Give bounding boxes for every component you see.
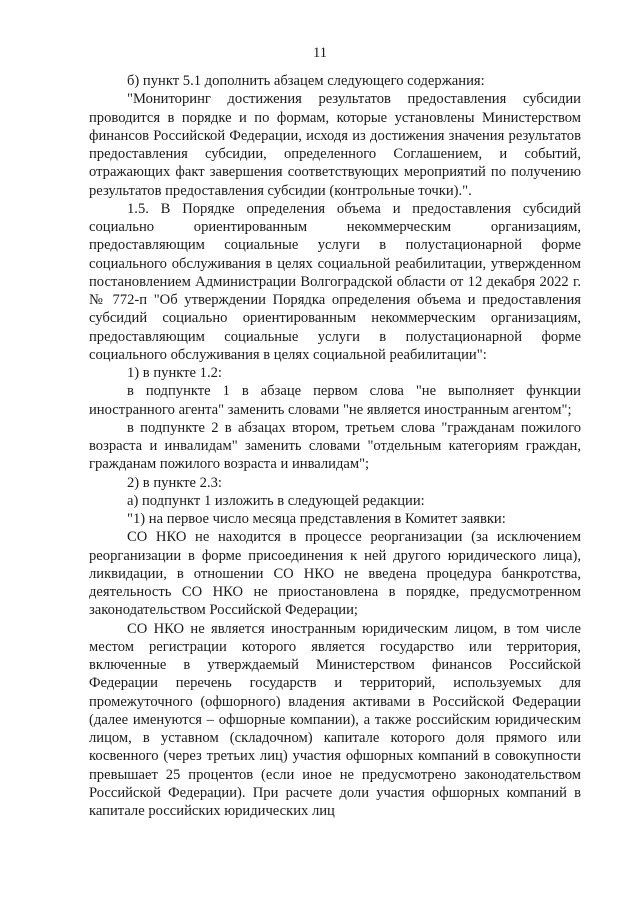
paragraph-item-1: 1) в пункте 1.2:	[127, 365, 222, 381]
paragraph-section-1-5: 1.5. В Порядке определения объема и предоставления субсидий социально ориентированным некоммерческим организациям, предоставляющим социальные услуги в полустационарной форме социального обслуживания в целях социальной реабилитации, утвержденном постановлением Администрации Волгоградской области от 12 декабря 2022 г. № 772-п "Об утверждении Порядка определения объема и предоставления субсидий социально ориентированным некоммерческим организациям, предоставляющим социальные услуги в полустационарной форме социального обслуживания в целях социальной реабилитации":	[89, 200, 581, 363]
paragraph-item-a: а) подпункт 1 изложить в следующей редакции:	[127, 492, 425, 509]
paragraph-foreign-entity: СО НКО не является иностранным юридическим лицом, в том числе местом регистрации которого является государство или территория, включенные в утверждаемый Министерством финансов Российской Федерации перечень государств и территорий, используемых для промежуточного (офшорного) владения активами в Российской Федерации (далее именуются – офшорные компании), а также российским юридическим лицом, в уставном (складочном) капитале которого доля прямого или косвенного (через третьих лиц) участия офшорных компаний в совокупности превышает 25 процентов (если иное не предусмотрено законодательством Российской Федерации). При расчете доли участия офшорных компаний в капитале российских юридических лиц	[89, 620, 581, 819]
paragraph-new-subitem-1: "1) на первое число месяца представления в Комитет заявки:	[127, 511, 506, 527]
paragraph-item-b: б) пункт 5.1 дополнить абзацем следующего содержания:	[127, 73, 485, 89]
document-body	[89, 72, 581, 820]
paragraph-reorganization: СО НКО не находится в процессе реорганизации (за исключением реорганизации в форме присоединения к ней другого юридического лица), ликвидации, в отношении СО НКО не введена процедура банкротства, деятельность СО НКО не приостановлена в порядке, предусмотренном законодательством Российской Федерации;	[89, 529, 581, 619]
paragraph-item-2: 2) в пункте 2.3:	[127, 474, 222, 491]
page-number: 11	[313, 45, 327, 61]
paragraph-subitem-2: в подпункте 2 в абзацах втором, третьем слова "гражданам пожилого возраста и инвалидам" заменить словами "отдельным категориям граждан, гражданам пожилого возраста и инвалидам";	[89, 419, 581, 473]
paragraph-monitoring-text: "Мониторинг достижения результатов предоставления субсидии проводится в порядке и по формам, которые установлены Министерством финансов Российской Федерации, исходя из достижения значения результатов предоставления субсидии, определенного Соглашением, и событий, отражающих факт завершения соответствующих мероприятий по получению результатов предоставления субсидии (контрольные точки).".	[89, 91, 581, 199]
paragraph-subitem-1: в подпункте 1 в абзаце первом слова "не выполняет функции иностранного агента" заменить словами "не является иностранным агентом";	[89, 383, 581, 418]
